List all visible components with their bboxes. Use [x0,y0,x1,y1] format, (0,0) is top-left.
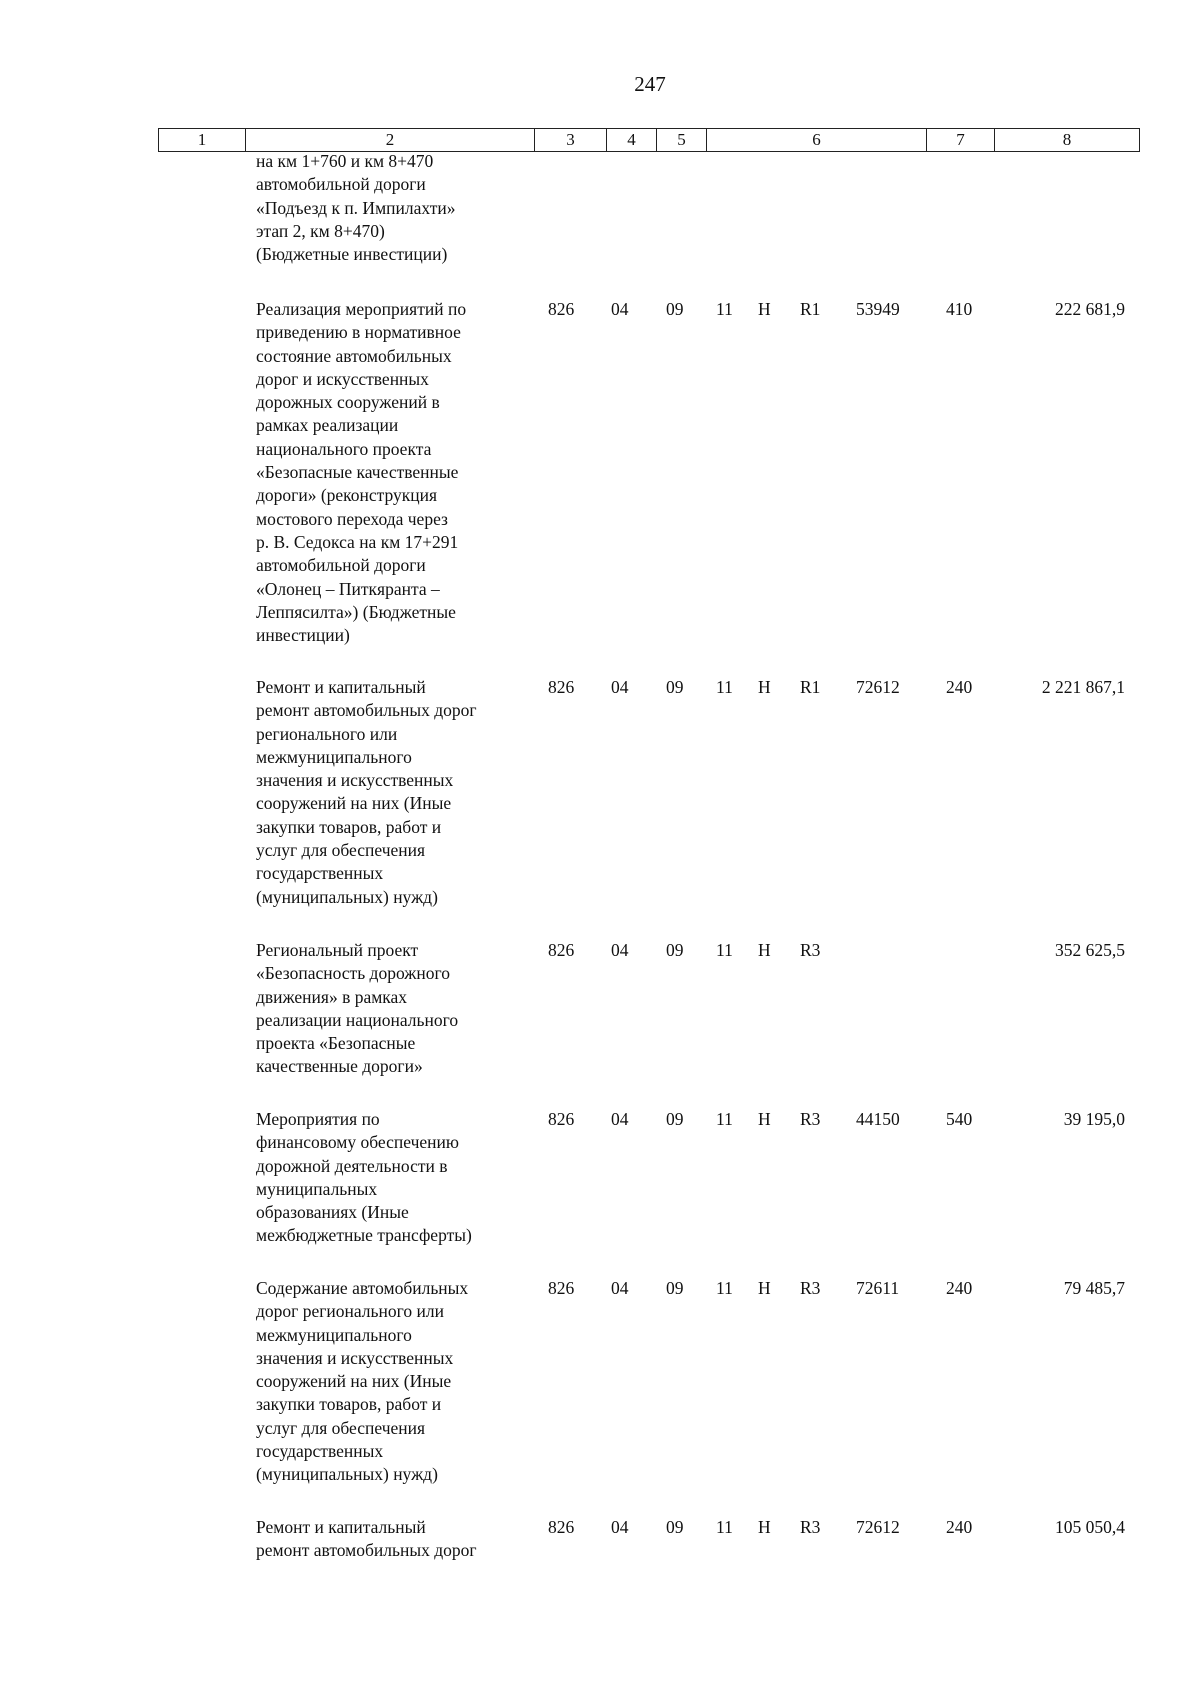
row-description: Реализация мероприятий по приведению в нормативное состояние автомобильных дорог и искусственных дорожных сооружений в рамках реализации национального проекта «Безопасные качественные дороги» (реконструкция мостового перехода через р. В. Седокса на км 17+291 автомобильной дороги «Олонец – Питкяранта – Леппясилта») (Бюджетные инвестиции) [256,299,467,646]
subprogram-code: Н [758,1109,771,1129]
subprogram-code: Н [758,1517,771,1537]
page-number: 247 [634,72,666,96]
section-code: 04 [611,1517,629,1537]
header-col-8: 8 [995,129,1140,152]
row-description: Мероприятия по финансовому обеспечению дорожной деятельности в муниципальных образованиях (Иные межбюджетные трансферты) [256,1109,472,1246]
direction-code: 44150 [856,1109,900,1129]
section-code: 04 [611,1109,629,1129]
ministry-code: 826 [548,940,575,960]
subprogram-code: Н [758,299,771,319]
amount: 79 485,7 [1063,1278,1125,1298]
subprogram-code: Н [758,940,771,960]
subprogram-code: Н [758,677,771,697]
direction-code: 53949 [856,299,900,319]
header-col-7: 7 [927,129,995,152]
program-code: 11 [716,1109,733,1129]
ministry-code: 826 [548,1517,575,1537]
program-code: 11 [716,677,733,697]
subsection-code: 09 [666,299,684,319]
program-code: 11 [716,299,733,319]
subsection-code: 09 [666,1517,684,1537]
column-header-table [158,128,1140,152]
program-code: 11 [716,940,733,960]
direction-code: 72612 [856,1517,900,1537]
direction-code: 72611 [856,1278,900,1298]
project-code: R3 [800,1517,821,1537]
row-description: Ремонт и капитальный ремонт автомобильных дорог регионального или межмуниципального значения и искусственных сооружений на них (Иные закупки товаров, работ и услуг для обеспечения государственных (муниципальных) нужд) [256,677,477,907]
section-code: 04 [611,677,629,697]
direction-code: 72612 [856,677,900,697]
header-row [159,129,1140,152]
ministry-code: 826 [548,299,575,319]
expense-type-code: 410 [946,299,973,319]
project-code: R1 [800,677,821,697]
row-description: Региональный проект «Безопасность дорожного движения» в рамках реализации национального проекта «Безопасные качественные дороги» [256,940,459,1077]
subsection-code: 09 [666,677,684,697]
ministry-code: 826 [548,1278,575,1298]
program-code: 11 [716,1278,733,1298]
header-col-1: 1 [159,129,246,152]
project-code: R3 [800,1278,821,1298]
ministry-code: 826 [548,677,575,697]
program-code: 11 [716,1517,733,1537]
amount: 105 050,4 [1055,1517,1125,1537]
section-code: 04 [611,940,629,960]
subsection-code: 09 [666,1278,684,1298]
ministry-code: 826 [548,1109,575,1129]
header-col-4: 4 [607,129,657,152]
continuation-description: на км 1+760 и км 8+470 автомобильной дороги «Подъезд к п. Импилахти» этап 2, км 8+470) (Бюджетные инвестиции) [256,151,456,265]
row-description: Содержание автомобильных дорог регионального или межмуниципального значения и искусственных сооружений на них (Иные закупки товаров, работ и услуг для обеспечения государственных (муниципальных) нужд) [256,1278,469,1485]
amount: 2 221 867,1 [1041,677,1125,697]
project-code: R3 [800,1109,821,1129]
section-code: 04 [611,299,629,319]
row-description: Ремонт и капитальный ремонт автомобильных дорог [256,1517,477,1561]
header-col-2: 2 [246,129,535,152]
subsection-code: 09 [666,1109,684,1129]
project-code: R3 [800,940,821,960]
header-col-3: 3 [535,129,607,152]
project-code: R1 [800,299,821,319]
header-col-6: 6 [707,129,927,152]
expense-type-code: 240 [946,1517,973,1537]
amount: 39 195,0 [1063,1109,1125,1129]
subprogram-code: Н [758,1278,771,1298]
amount: 222 681,9 [1055,299,1125,319]
header-col-5: 5 [657,129,707,152]
amount: 352 625,5 [1055,940,1125,960]
expense-type-code: 540 [946,1109,973,1129]
subsection-code: 09 [666,940,684,960]
expense-type-code: 240 [946,1278,973,1298]
section-code: 04 [611,1278,629,1298]
expense-type-code: 240 [946,677,973,697]
